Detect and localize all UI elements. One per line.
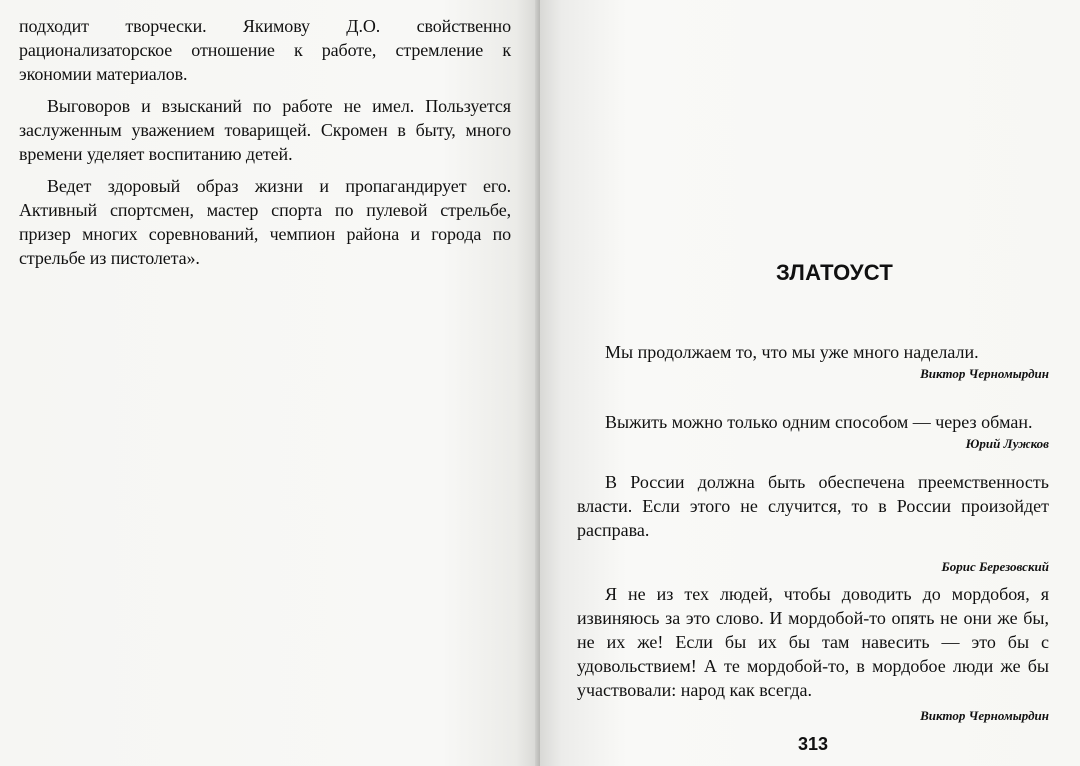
quote-block-3 — [577, 470, 1049, 575]
chapter-title: ЗЛАТОУСТ — [776, 260, 893, 285]
quote-text-3: В России должна быть обеспечена преемственность власти. Если этого не случится, то в России произойдет расправа. — [577, 472, 1049, 540]
left-paragraph-3: Ведет здоровый образ жизни и пропагандирует его. Активный спортсмен, мастер спорта по пулевой стрельбе, призер многих соревнований, чемпион района и города по стрельбе из пистолета». — [19, 176, 511, 268]
left-paragraph-2: Выговоров и взысканий по работе не имел. Пользуется заслуженным уважением товарищей. Скромен в быту, много времени уделяет воспитанию детей. — [19, 96, 511, 164]
quote-author-1: Виктор Черномырдин — [920, 366, 1049, 381]
quote-block-4 — [577, 582, 1049, 724]
quote-author-4: Виктор Черномырдин — [920, 708, 1049, 723]
quote-block-1 — [577, 340, 1049, 382]
left-page — [0, 0, 538, 766]
quote-text-4: Я не из тех людей, чтобы доводить до мордобоя, я извиняюсь за это слово. И мордобой-то опять не они же бы, не их же! Если бы их бы там навесить — это бы с удовольствием! А те мордобой-то, в мордобое люди же бы участвовали: народ как всегда. — [577, 584, 1049, 700]
left-page-text — [19, 14, 511, 270]
quote-author-3: Борис Березовский — [941, 559, 1049, 574]
quote-author-2: Юрий Лужков — [965, 436, 1049, 451]
quote-text-1: Мы продолжаем то, что мы уже много наделали. — [605, 342, 979, 362]
quote-block-2 — [577, 410, 1049, 452]
page-number: 313 — [798, 734, 829, 754]
left-paragraph-1: подходит творчески. Якимову Д.О. свойственно рационализаторское отношение к работе, стремление к экономии материалов. — [19, 16, 511, 84]
quote-text-2: Выжить можно только одним способом — через обман. — [605, 412, 1033, 432]
